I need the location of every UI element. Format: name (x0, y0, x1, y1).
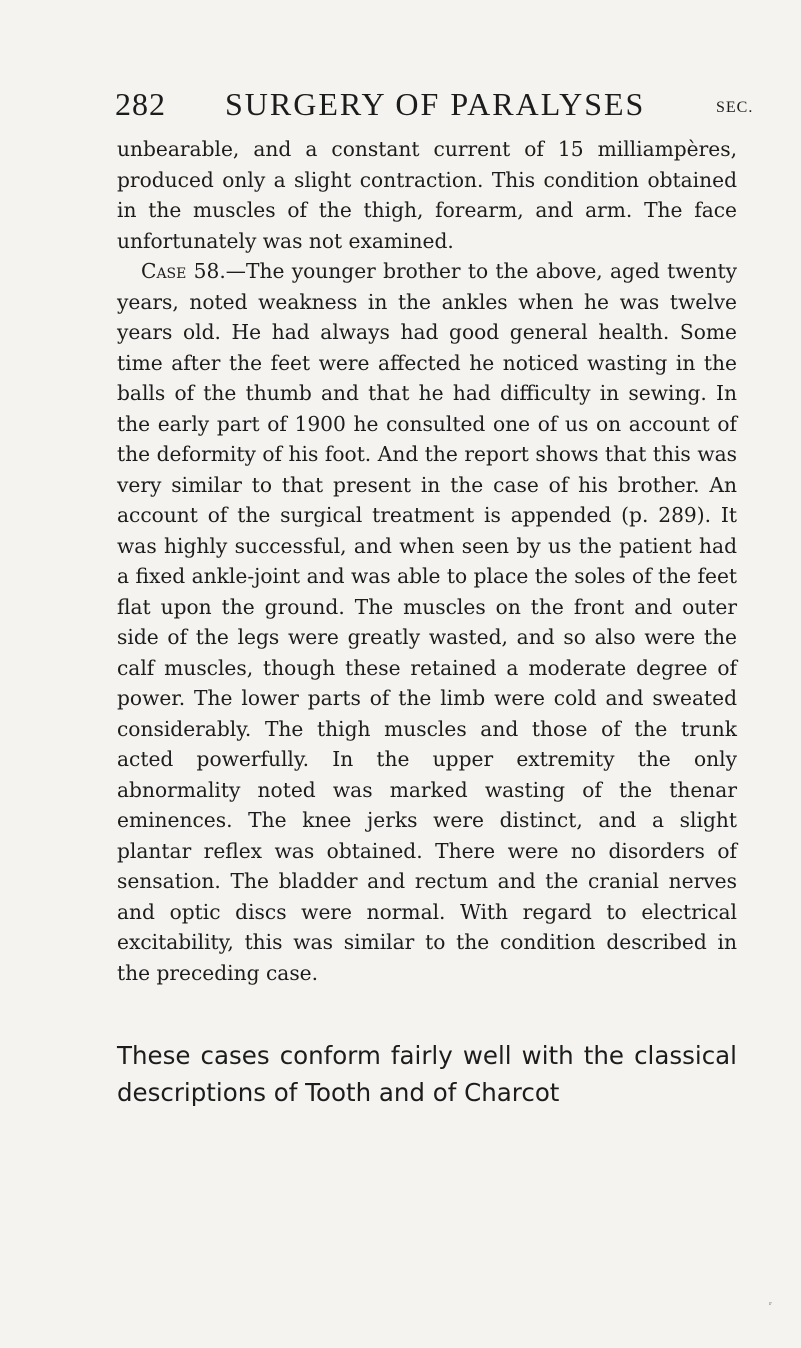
page-header (115, 86, 755, 128)
closing-paragraph: These cases conform fairly well with the classical descriptions of Tooth and of Charcot (117, 1041, 737, 1107)
section-mark: SEC. (716, 99, 754, 116)
running-title: SURGERY OF PARALYSES (225, 86, 646, 122)
body-text (117, 134, 737, 988)
closing-section (117, 1037, 737, 1111)
case-58-text: .—The younger brother to the above, aged twenty years, noted weakness in the ankles when he was twelve years old. He had always had good general health. Some time after the feet were affected he noticed wasting in the balls of the thumb and that he had difficulty in sewing. In the early part of 1900 he consulted one of us on account of the deformity of his foot. And the report shows that this was very similar to that present in the case of his brother. An account of the surgical treatment is appended (p. 289). It was highly successful, and when seen by us the patient had a fixed ankle-joint and was able to place the soles of the feet flat upon the ground. The muscles on the front and outer side of the legs were greatly wasted, and so also were the calf muscles, though these retained a moderate degree of power. The lower parts of the limb were cold and sweated considerably. The thigh muscles and those of the trunk acted powerfully. In the upper extremity the only abnormality noted was marked wasting of the thenar eminences. The knee jerks were distinct, and a slight plantar reflex was obtained. There were no disorders of sensation. The bladder and rectum and the cranial nerves and optic discs were normal. With regard to electrical excitability, this was similar to the condition described in the preceding case. (117, 259, 737, 985)
case-58-paragraph (117, 256, 737, 988)
page-number: 282 (115, 86, 166, 122)
case-label: Case 58 (141, 259, 220, 283)
paragraph-continuation: unbearable, and a constant current of 15 milliampères, produced only a slight contraction. This condition obtained in the muscles of the thigh, forearm, and arm. The face unfortunately was not examined. (117, 137, 737, 253)
page-mark: ʳ (769, 1301, 773, 1311)
